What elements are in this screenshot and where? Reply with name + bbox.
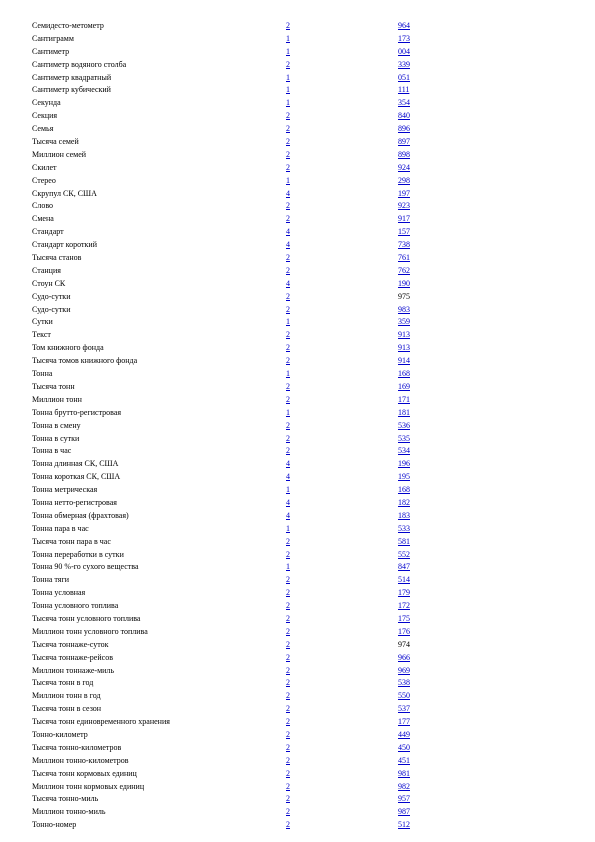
unit-name: Тысяча тонн в сезон (32, 704, 102, 714)
unit-name: Семья (32, 124, 54, 134)
unit-category-link[interactable]: 4 (286, 188, 290, 198)
table-row (32, 613, 572, 626)
unit-code-link[interactable]: 913 (398, 330, 410, 340)
unit-code-link[interactable]: 182 (398, 497, 410, 507)
unit-category-link[interactable]: 2 (286, 59, 290, 69)
unit-name: Стоун СК (32, 278, 66, 288)
table-row (32, 497, 572, 510)
table-row (32, 72, 572, 85)
table-row (32, 626, 572, 639)
unit-code-link[interactable]: 898 (398, 149, 410, 159)
unit-name: Миллион тонно-миль (32, 807, 106, 817)
unit-code-link[interactable]: 847 (398, 562, 410, 572)
unit-code-link[interactable]: 538 (398, 678, 410, 688)
table-row (32, 549, 572, 562)
unit-name: Тонна в час (32, 446, 72, 456)
unit-code-link[interactable]: 917 (398, 214, 410, 224)
table-row (32, 381, 572, 394)
unit-code-link[interactable]: 175 (398, 613, 410, 623)
table-row (32, 729, 572, 742)
unit-code-link[interactable]: 196 (398, 459, 410, 469)
unit-name: Семидесто-метометр (32, 21, 104, 30)
unit-category-link[interactable]: 2 (286, 304, 290, 314)
unit-code-link[interactable]: 982 (398, 781, 410, 791)
table-row (32, 639, 572, 652)
unit-code-link[interactable]: 536 (398, 420, 410, 430)
unit-code-link[interactable]: 924 (398, 162, 410, 172)
unit-code-link[interactable]: 004 (398, 46, 410, 56)
table-row (32, 471, 572, 484)
unit-category-link[interactable]: 1 (286, 485, 290, 495)
table-row (32, 213, 572, 226)
unit-category-link[interactable]: 1 (286, 85, 290, 95)
unit-category-link[interactable]: 2 (286, 820, 290, 830)
table-row (32, 59, 572, 72)
table-row (32, 587, 572, 600)
unit-code-link[interactable]: 552 (398, 549, 410, 559)
unit-code-link[interactable]: 168 (398, 485, 410, 495)
table-row (32, 600, 572, 613)
unit-category-link[interactable]: 1 (286, 33, 290, 43)
unit-category-link[interactable]: 2 (286, 420, 290, 430)
table-row (32, 20, 572, 33)
unit-category-link[interactable]: 2 (286, 253, 290, 263)
unit-code-link[interactable]: 914 (398, 356, 410, 366)
unit-code-link[interactable]: 981 (398, 768, 410, 778)
unit-code-link[interactable]: 535 (398, 433, 410, 443)
unit-name: Тонна нетто-регистровая (32, 497, 117, 507)
table-row (32, 768, 572, 781)
unit-name: Тысяча тонн в год (32, 678, 94, 688)
table-row (32, 342, 572, 355)
table-row (32, 291, 572, 304)
unit-category-link[interactable]: 2 (286, 794, 290, 804)
unit-code-link[interactable]: 173 (398, 33, 410, 43)
unit-name: Тонна обмерная (фрахтовая) (32, 510, 129, 520)
table-row (32, 304, 572, 317)
unit-category-link[interactable]: 2 (286, 781, 290, 791)
unit-category-link[interactable]: 2 (286, 678, 290, 688)
unit-name: Тысяча тоннаже-суток (32, 639, 109, 649)
unit-category-link[interactable]: 2 (286, 652, 290, 662)
table-row (32, 819, 572, 832)
unit-code-link[interactable]: 451 (398, 755, 410, 765)
table-row (32, 226, 572, 239)
unit-name: Миллион тонн (32, 394, 82, 404)
unit-category-link[interactable]: 2 (286, 704, 290, 714)
unit-name: Тонно-номер (32, 820, 77, 830)
unit-category-link[interactable]: 2 (286, 755, 290, 765)
table-row (32, 716, 572, 729)
table-row (32, 484, 572, 497)
unit-code-link[interactable]: 359 (398, 317, 410, 327)
unit-category-link[interactable]: 4 (286, 510, 290, 520)
unit-name: Сантиграмм (32, 33, 74, 43)
unit-code-link[interactable]: 533 (398, 523, 410, 533)
table-row (32, 97, 572, 110)
unit-name: Том книжного фонда (32, 343, 104, 353)
unit-code-link[interactable]: 168 (398, 369, 410, 379)
table-row (32, 420, 572, 433)
table-row (32, 175, 572, 188)
unit-name: Тысяча тонно-километров (32, 742, 122, 752)
table-row (32, 188, 572, 201)
unit-code-link[interactable]: 190 (398, 278, 410, 288)
unit-category-link[interactable]: 4 (286, 497, 290, 507)
unit-code-link[interactable]: 581 (398, 536, 410, 546)
unit-category-link[interactable]: 2 (286, 21, 290, 30)
unit-category-link[interactable]: 2 (286, 768, 290, 778)
table-row (32, 149, 572, 162)
unit-code-link[interactable]: 514 (398, 575, 410, 585)
table-row (32, 510, 572, 523)
unit-category-link[interactable]: 2 (286, 343, 290, 353)
unit-code: 975 (398, 291, 410, 301)
unit-name: Миллион тонн кормовых единиц (32, 781, 145, 791)
unit-code-link[interactable]: 983 (398, 304, 410, 314)
unit-name: Тысяча тонн пара в час (32, 536, 111, 546)
unit-code-link[interactable]: 195 (398, 472, 410, 482)
table-row (32, 677, 572, 690)
unit-name: Тонна длинная СК, США (32, 459, 119, 469)
unit-category-link[interactable]: 2 (286, 433, 290, 443)
table-row (32, 781, 572, 794)
unit-code-link[interactable]: 762 (398, 265, 410, 275)
unit-name: Тонна короткая СК, США (32, 472, 121, 482)
table-row (32, 46, 572, 59)
table-row (32, 665, 572, 678)
unit-name: Сантиметр водяного столба (32, 59, 127, 69)
unit-category-link[interactable]: 1 (286, 523, 290, 533)
unit-name: Секунда (32, 98, 61, 108)
unit-code-link[interactable]: 550 (398, 691, 410, 701)
table-row (32, 162, 572, 175)
unit-code-link[interactable]: 183 (398, 510, 410, 520)
units-table (32, 20, 572, 832)
unit-name: Миллион тоннаже-миль (32, 665, 115, 675)
unit-code-link[interactable]: 172 (398, 601, 410, 611)
unit-name: Сутки (32, 317, 53, 327)
unit-category-link[interactable]: 1 (286, 175, 290, 185)
unit-category-link[interactable]: 2 (286, 665, 290, 675)
unit-name: Скрупул СК, США (32, 188, 97, 198)
unit-category-link[interactable]: 1 (286, 562, 290, 572)
unit-category-link[interactable]: 2 (286, 330, 290, 340)
table-row (32, 84, 572, 97)
unit-code-link[interactable]: 179 (398, 588, 410, 598)
unit-category-link[interactable]: 2 (286, 201, 290, 211)
unit-code-link[interactable]: 957 (398, 794, 410, 804)
unit-code-link[interactable]: 298 (398, 175, 410, 185)
unit-category-link[interactable]: 1 (286, 407, 290, 417)
table-row (32, 265, 572, 278)
unit-category-link[interactable]: 2 (286, 381, 290, 391)
unit-code-link[interactable]: 176 (398, 626, 410, 636)
unit-category-link[interactable]: 4 (286, 459, 290, 469)
unit-code-link[interactable]: 840 (398, 111, 410, 121)
unit-name: Скилет (32, 162, 57, 172)
table-row (32, 433, 572, 446)
unit-category-link[interactable]: 2 (286, 137, 290, 147)
table-row (32, 33, 572, 46)
unit-code-link[interactable]: 171 (398, 394, 410, 404)
unit-code-link[interactable]: 449 (398, 729, 410, 739)
unit-name: Тонна (32, 369, 53, 379)
unit-category-link[interactable]: 1 (286, 98, 290, 108)
unit-code-link[interactable]: 051 (398, 72, 410, 82)
unit-code-link[interactable]: 761 (398, 253, 410, 263)
unit-name: Тысяча тонн единовременного хранения (32, 717, 170, 727)
unit-category-link[interactable]: 2 (286, 394, 290, 404)
unit-name: Сантиметр (32, 46, 70, 56)
table-row (32, 110, 572, 123)
table-row (32, 355, 572, 368)
unit-name: Тонна метрическая (32, 485, 98, 495)
unit-name: Смена (32, 214, 54, 224)
unit-code-link[interactable]: 157 (398, 227, 410, 237)
unit-name: Тысяча станов (32, 253, 82, 263)
unit-code-link[interactable]: 913 (398, 343, 410, 353)
unit-code-link[interactable]: 197 (398, 188, 410, 198)
unit-name: Сантиметр квадратный (32, 72, 112, 82)
unit-code-link[interactable]: 339 (398, 59, 410, 69)
unit-category-link[interactable]: 4 (286, 278, 290, 288)
unit-name: Тонна тяги (32, 575, 70, 585)
unit-name: Тысяча тонно-миль (32, 794, 99, 804)
unit-category-link[interactable]: 2 (286, 626, 290, 636)
table-row (32, 742, 572, 755)
unit-name: Миллион тонн в год (32, 691, 101, 701)
table-row (32, 793, 572, 806)
unit-name: Тысяча тонн (32, 381, 75, 391)
unit-code-link[interactable]: 111 (398, 85, 410, 95)
unit-code-link[interactable]: 534 (398, 446, 410, 456)
unit-category-link[interactable]: 2 (286, 162, 290, 172)
table-row (32, 200, 572, 213)
table-row (32, 574, 572, 587)
unit-code-link[interactable]: 169 (398, 381, 410, 391)
unit-category-link[interactable]: 2 (286, 588, 290, 598)
unit-name: Тонна в сутки (32, 433, 80, 443)
unit-name: Слово (32, 201, 54, 211)
unit-category-link[interactable]: 2 (286, 717, 290, 727)
unit-category-link[interactable]: 2 (286, 291, 290, 301)
unit-category-link[interactable]: 2 (286, 265, 290, 275)
unit-category-link[interactable]: 2 (286, 214, 290, 224)
unit-name: Тонна в смену (32, 420, 81, 430)
unit-name: Тонна условная (32, 588, 86, 598)
table-row (32, 523, 572, 536)
table-row (32, 445, 572, 458)
table-row (32, 316, 572, 329)
unit-code-link[interactable]: 923 (398, 201, 410, 211)
unit-name: Судо-сутки (32, 291, 71, 301)
unit-code-link[interactable]: 897 (398, 137, 410, 147)
unit-category-link[interactable]: 2 (286, 356, 290, 366)
unit-category-link[interactable]: 2 (286, 742, 290, 752)
unit-category-link[interactable]: 2 (286, 446, 290, 456)
table-row (32, 252, 572, 265)
unit-name: Сантиметр кубический (32, 85, 111, 95)
unit-category-link[interactable]: 2 (286, 149, 290, 159)
unit-code-link[interactable]: 896 (398, 124, 410, 134)
unit-name: Миллион тонно-километров (32, 755, 129, 765)
unit-category-link[interactable]: 4 (286, 227, 290, 237)
unit-name: Тонна переработки в сутки (32, 549, 124, 559)
unit-category-link[interactable]: 4 (286, 472, 290, 482)
unit-name: Миллион семей (32, 149, 87, 159)
unit-name: Стандарт короткий (32, 240, 97, 250)
unit-category-link[interactable]: 2 (286, 124, 290, 134)
unit-name: Судо-сутки (32, 304, 71, 314)
unit-code-link[interactable]: 512 (398, 820, 410, 830)
unit-category-link[interactable]: 1 (286, 317, 290, 327)
unit-code-link[interactable]: 738 (398, 240, 410, 250)
unit-code-link[interactable]: 966 (398, 652, 410, 662)
table-row (32, 407, 572, 420)
unit-category-link[interactable]: 2 (286, 639, 290, 649)
unit-name: Тысяча тонн кормовых единиц (32, 768, 137, 778)
unit-category-link[interactable]: 1 (286, 72, 290, 82)
unit-name: Миллион тонн условного топлива (32, 626, 148, 636)
unit-category-link[interactable]: 1 (286, 46, 290, 56)
unit-name: Станция (32, 265, 61, 275)
unit-code-link[interactable]: 450 (398, 742, 410, 752)
table-row (32, 536, 572, 549)
unit-category-link[interactable]: 2 (286, 111, 290, 121)
unit-category-link[interactable]: 1 (286, 369, 290, 379)
unit-name: Тонно-километр (32, 729, 88, 739)
table-row (32, 703, 572, 716)
unit-name: Тысяча тоннаже-рейсов (32, 652, 113, 662)
unit-code-link[interactable]: 181 (398, 407, 410, 417)
unit-name: Тонна пара в час (32, 523, 89, 533)
table-row (32, 278, 572, 291)
unit-code-link[interactable]: 987 (398, 807, 410, 817)
unit-name: Тысяча томов книжного фонда (32, 356, 138, 366)
table-row (32, 690, 572, 703)
table-row (32, 123, 572, 136)
table-row (32, 806, 572, 819)
unit-category-link[interactable]: 2 (286, 807, 290, 817)
unit-category-link[interactable]: 2 (286, 575, 290, 585)
unit-code-link[interactable]: 969 (398, 665, 410, 675)
unit-code-link[interactable]: 354 (398, 98, 410, 108)
unit-category-link[interactable]: 2 (286, 691, 290, 701)
unit-category-link[interactable]: 2 (286, 729, 290, 739)
table-row (32, 136, 572, 149)
unit-name: Стандарт (32, 227, 64, 237)
unit-name: Секция (32, 111, 58, 121)
unit-category-link[interactable]: 4 (286, 240, 290, 250)
unit-name: Текст (32, 330, 51, 340)
unit-category-link[interactable]: 2 (286, 613, 290, 623)
table-row (32, 394, 572, 407)
unit-category-link[interactable]: 2 (286, 549, 290, 559)
table-row (32, 239, 572, 252)
table-row (32, 458, 572, 471)
unit-category-link[interactable]: 2 (286, 536, 290, 546)
table-row (32, 329, 572, 342)
unit-name: Тонна 90 %-го сухого вещества (32, 562, 139, 572)
unit-code-link[interactable]: 177 (398, 717, 410, 727)
unit-name: Тысяча тонн условного топлива (32, 613, 141, 623)
table-row (32, 652, 572, 665)
table-row (32, 561, 572, 574)
unit-category-link[interactable]: 2 (286, 601, 290, 611)
unit-code-link[interactable]: 964 (398, 21, 410, 30)
unit-name: Стерео (32, 175, 56, 185)
unit-name: Тонна брутто-регистровая (32, 407, 122, 417)
table-row (32, 368, 572, 381)
unit-name: Тонна условного топлива (32, 601, 119, 611)
unit-name: Тысяча семей (32, 137, 79, 147)
unit-code-link[interactable]: 537 (398, 704, 410, 714)
unit-code: 974 (398, 639, 410, 649)
table-row (32, 755, 572, 768)
